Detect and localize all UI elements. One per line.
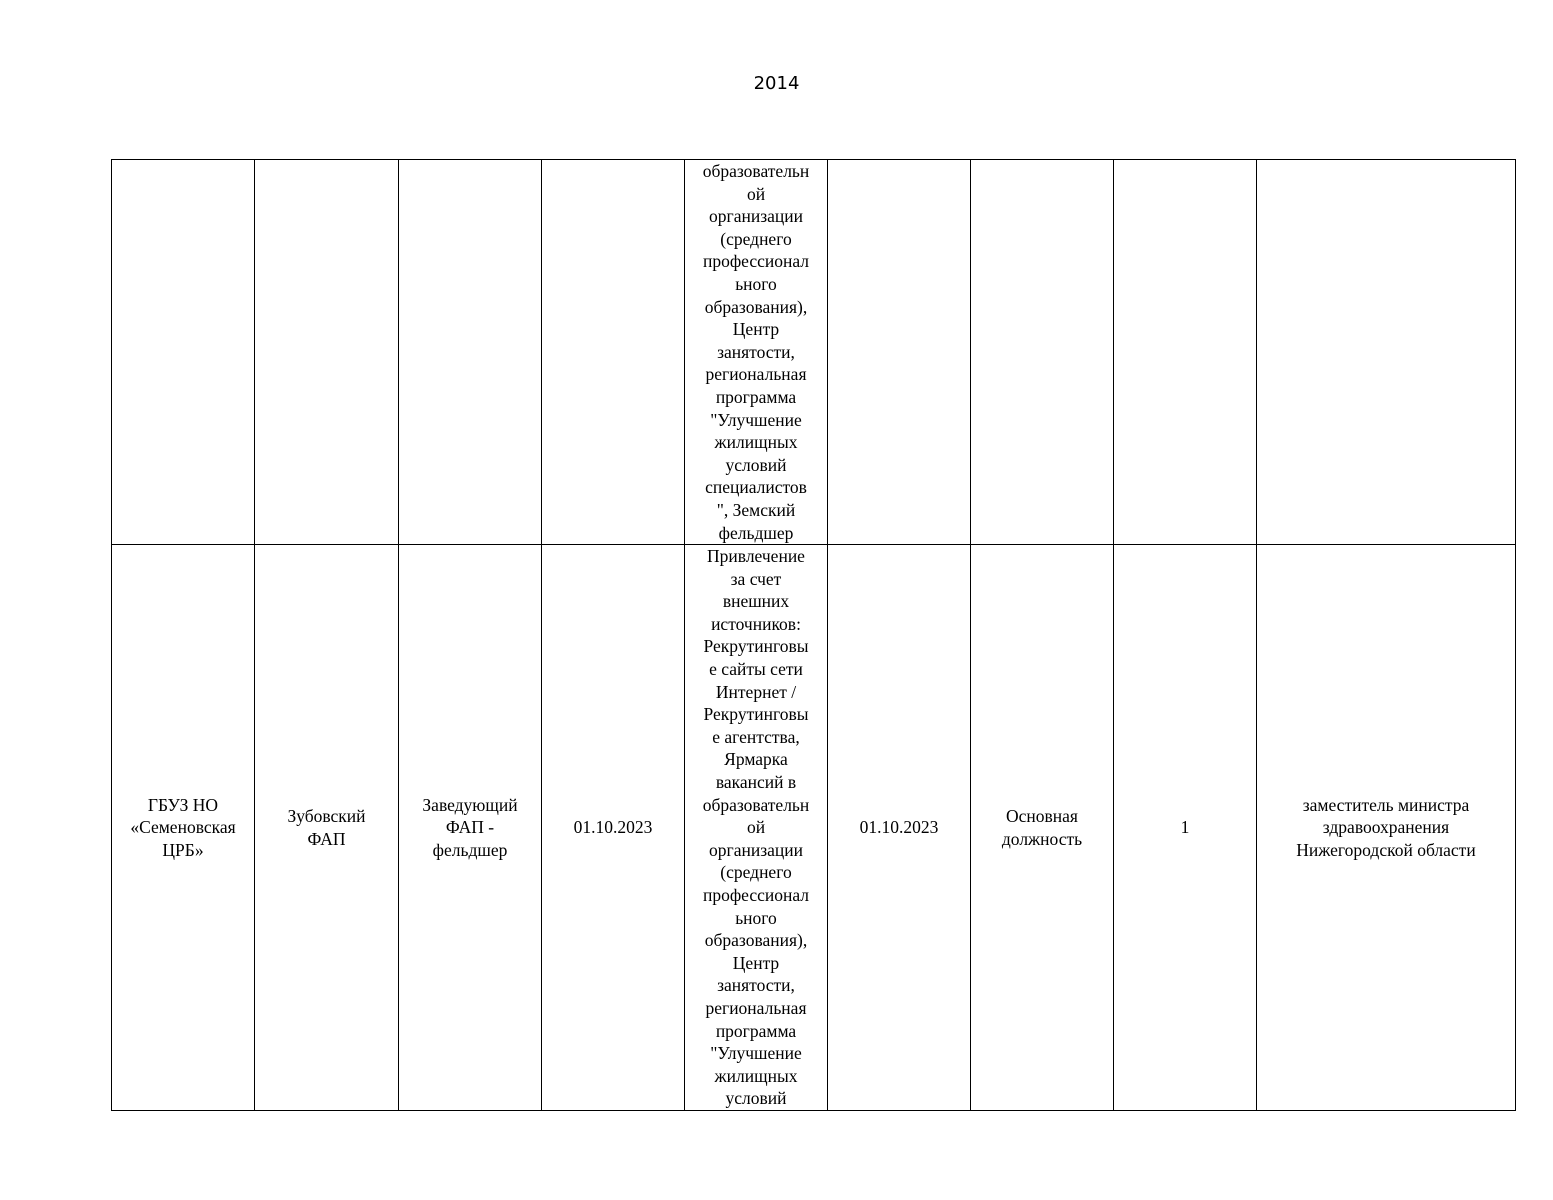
responsible-cell [1257, 160, 1516, 545]
subdivision-cell [255, 160, 399, 545]
date-start-cell [542, 160, 685, 545]
subdivision-cell: Зубовский ФАП [255, 545, 399, 1111]
employment-type-cell: Основная должность [971, 545, 1114, 1111]
organization-cell: ГБУЗ НО «Семеновская ЦРБ» [112, 545, 255, 1111]
date-plan-cell: 01.10.2023 [828, 545, 971, 1111]
organization-cell [112, 160, 255, 545]
sources-cell: Привлечение за счет внешних источников: Рекрутинговы е сайты сети Интернет / Рекрутинговы е агентства, Ярмарка вакансий в образовательн ой организации (среднего профессионал ьного образования), Центр занятости, региональная программа "Улучшение жилищных условий [685, 545, 828, 1111]
count-cell: 1 [1114, 545, 1257, 1111]
position-cell [399, 160, 542, 545]
date-start-cell: 01.10.2023 [542, 545, 685, 1111]
page-number: 2014 [753, 73, 800, 94]
sources-cell: образовательн ой организации (среднего профессионал ьного образования), Центр занятости, региональная программа "Улучшение жилищных условий специалистов ", Земский фельдшер [685, 160, 828, 545]
table-row [112, 160, 1516, 545]
date-plan-cell [828, 160, 971, 545]
responsible-cell: заместитель министра здравоохранения Нижегородской области [1257, 545, 1516, 1111]
position-cell: Заведующий ФАП - фельдшер [399, 545, 542, 1111]
count-cell [1114, 160, 1257, 545]
employment-type-cell [971, 160, 1114, 545]
vacancy-table [111, 159, 1516, 1111]
table-row [112, 545, 1516, 1111]
